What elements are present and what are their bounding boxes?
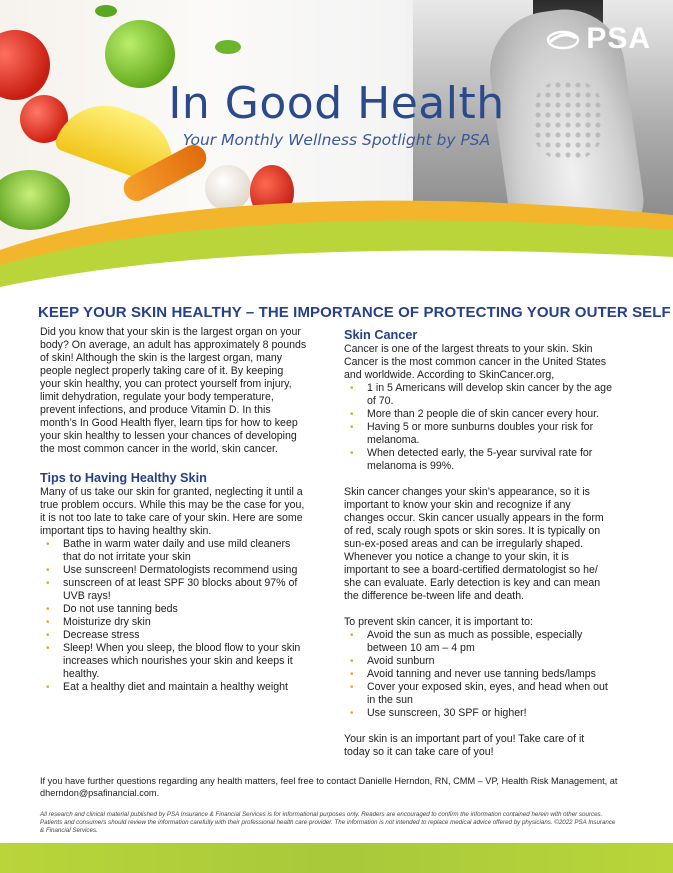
- text-line: that do not irritate your skin: [63, 551, 191, 563]
- text-line: Many of us take our skin for granted, neglecting it until a: [40, 486, 303, 498]
- text-line: your skin healthy, you can protect yourself from injury,: [40, 378, 292, 390]
- list-item: [344, 655, 634, 668]
- text-line: Eat a healthy diet and maintain a healthy weight: [63, 681, 288, 693]
- text-line: Cancer is one of the largest threats to your skin. Skin: [344, 343, 593, 355]
- list-item: [40, 616, 335, 629]
- text-line: melanoma is 99%.: [367, 460, 455, 472]
- text-line: When detected early, the 5-year survival rate for: [367, 447, 593, 459]
- text-line: important to know your skin and recognize if any: [344, 499, 571, 511]
- text-line: Having 5 or more sunburns doubles your risk for: [367, 421, 594, 433]
- swoosh-divider: [0, 195, 673, 310]
- text-line: it is not too late to take care of your skin. Here are some: [40, 512, 303, 524]
- text-line: Moisturize dry skin: [63, 616, 151, 628]
- leaf-decoration: [215, 40, 241, 54]
- article-headline: KEEP YOUR SKIN HEALTHY – THE IMPORTANCE OF PROTECTING YOUR OUTER SELF: [38, 304, 671, 321]
- text-line: important to see a board-certified dermatologist so he/: [344, 564, 598, 576]
- text-line: of red, scaly rough spots or skin sores. It is typically on: [344, 525, 601, 537]
- text-line: sunscreen of at least SPF 30 blocks about 97% of: [63, 577, 298, 589]
- list-item: [344, 629, 634, 655]
- list-item: [40, 681, 335, 694]
- list-item: [40, 538, 335, 564]
- left-column: [40, 326, 335, 694]
- text-line: and worldwide. According to SkinCancer.org,: [344, 369, 555, 381]
- cancer-intro: [344, 343, 634, 382]
- list-item: [344, 382, 634, 408]
- cancer-paragraph: [344, 486, 634, 603]
- text-line: Avoid tanning and never use tanning beds/lamps: [367, 668, 596, 680]
- text-line: Your skin is an important part of you! Take care of it: [344, 733, 585, 745]
- text-line: people neglect properly taking care of it. By keeping: [40, 365, 284, 377]
- text-line: Bathe in warm water daily and use mild cleaners: [63, 538, 291, 550]
- list-item: [344, 447, 634, 473]
- text-line: melanoma.: [367, 434, 420, 446]
- footer-bar: [0, 843, 673, 873]
- right-column: [344, 327, 634, 759]
- contact-email[interactable]: dherndon@psafinancial.com.: [40, 788, 160, 798]
- text-line: limit dehydration, regulate your body temperature,: [40, 391, 274, 403]
- list-item: [40, 603, 335, 616]
- cancer-stats-list: [344, 382, 634, 473]
- text-line: & Financial Services.: [40, 827, 98, 834]
- text-line: Skin cancer changes your skin’s appearance, so it is: [344, 486, 590, 498]
- text-line: important tips to having healthy skin.: [40, 525, 212, 537]
- tips-heading: Tips to Having Healthy Skin: [40, 471, 207, 485]
- list-item: [40, 642, 335, 681]
- psa-logo-icon: [546, 28, 580, 50]
- text-line: 1 in 5 Americans will develop skin cancer by the age: [367, 382, 612, 394]
- text-line: All research and clinical material published by PSA Insurance & Financial Services is for informational purposes only. Readers are encouraged to confirm the information contained herein with other sources.: [40, 811, 603, 818]
- list-item: [40, 629, 335, 642]
- text-line: your skin healthy to lessen your chances of developing: [40, 430, 297, 442]
- list-item: [344, 668, 634, 681]
- text-line: Decrease stress: [63, 629, 140, 641]
- text-line: Avoid the sun as much as possible, especially: [367, 629, 583, 641]
- text-line: prevent infections, and produce Vitamin D. In this: [40, 404, 271, 416]
- disclaimer: [40, 811, 640, 835]
- text-line: between 10 am – 4 pm: [367, 642, 475, 654]
- text-line: month’s In Good Health flyer, learn tips for how to keep: [40, 417, 298, 429]
- prevention-list: [344, 629, 634, 720]
- list-item: [344, 408, 634, 421]
- text-line: the difference be-tween life and death.: [344, 590, 525, 602]
- tips-intro: [40, 486, 335, 538]
- text-line: Avoid sunburn: [367, 655, 435, 667]
- contact-note: [40, 775, 640, 799]
- psa-logo: [546, 22, 651, 56]
- text-line: UVB rays!: [63, 590, 111, 602]
- text-line: If you have further questions regarding any health matters, feel free to contact Danielle Herndon, RN, CMM – VP, Health Risk Management, at: [40, 776, 618, 786]
- list-item: [344, 707, 634, 720]
- newsletter-title: In Good Health: [168, 78, 505, 129]
- text-line: Sleep! When you sleep, the blood flow to your skin: [63, 642, 301, 654]
- closing-paragraph: [344, 733, 634, 759]
- text-line: body? On average, an adult has approximately 8 pounds: [40, 339, 307, 351]
- leaf-decoration: [95, 5, 117, 17]
- prevent-intro: To prevent skin cancer, it is important to:: [344, 616, 534, 628]
- text-line: changes occur. Skin cancer usually appears in the form: [344, 512, 604, 524]
- newsletter-subtitle: Your Monthly Wellness Spotlight by PSA: [182, 131, 491, 149]
- text-line: she can evaluate. Early detection is key and can mean: [344, 577, 601, 589]
- text-line: the most common cancer in the world, skin cancer.: [40, 443, 278, 455]
- text-line: Did you know that your skin is the largest organ on your: [40, 326, 301, 338]
- skin-cancer-heading: Skin Cancer: [344, 328, 418, 342]
- text-line: Use sunscreen! Dermatologists recommend using: [63, 564, 298, 576]
- list-item: [344, 421, 634, 447]
- text-line: Use sunscreen, 30 SPF or higher!: [367, 707, 527, 719]
- psa-logo-text: PSA: [586, 22, 651, 55]
- text-line: today so it can take care of you!: [344, 746, 494, 758]
- intro-paragraph: [40, 326, 335, 456]
- text-line: healthy.: [63, 668, 100, 680]
- text-line: true problem occurs. While this may be the case for you,: [40, 499, 305, 511]
- text-line: Whenever you notice a change to your skin, it is: [344, 551, 569, 563]
- list-item: [40, 564, 335, 577]
- text-line: in the sun: [367, 694, 413, 706]
- text-line: of 70.: [367, 395, 394, 407]
- list-item: [40, 577, 335, 603]
- text-line: Do not use tanning beds: [63, 603, 178, 615]
- list-item: [344, 681, 634, 707]
- text-line: Patients and consumers should review the information carefully with their professional health care provider. The information is not intended to replace medical advice offered by physicians. ©2022 PSA Insurance: [40, 819, 616, 826]
- text-line: More than 2 people die of skin cancer every hour.: [367, 408, 600, 420]
- text-line: Cancer is the most common cancer in the United States: [344, 356, 607, 368]
- text-line: sun-ex-posed areas and can be irregularly shaped.: [344, 538, 584, 550]
- text-line: of skin! Although the skin is the largest organ, many: [40, 352, 283, 364]
- text-line: Cover your exposed skin, eyes, and head when out: [367, 681, 608, 693]
- text-line: increases which nourishes your skin and keeps it: [63, 655, 293, 667]
- tips-list: [40, 538, 335, 694]
